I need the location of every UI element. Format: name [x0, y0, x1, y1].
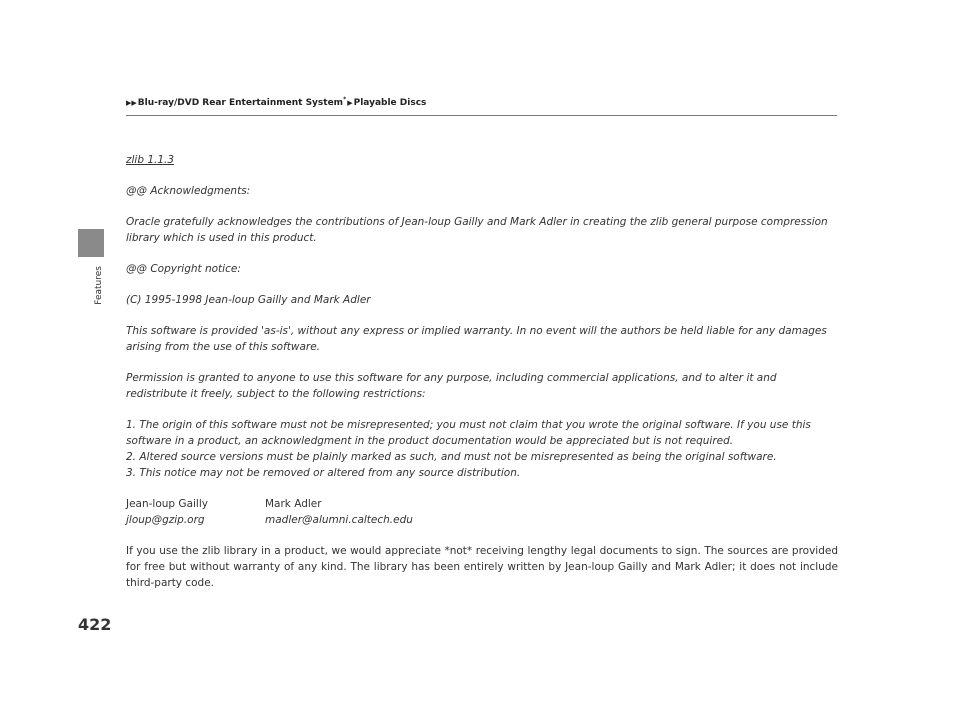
restriction-item: 2. Altered source versions must be plainly marked as such, and must not be misrepresented as being the original software.: [126, 451, 777, 463]
acknowledgments-text: Oracle gratefully acknowledges the contributions of Jean-loup Gailly and Mark Adler in creating the zlib general purpose compression library which is used in this product.: [126, 216, 828, 244]
author-name: Mark Adler: [265, 498, 322, 510]
restriction-item: 3. This notice may not be removed or altered from any source distribution.: [126, 467, 521, 479]
author-name: Jean-loup Gailly: [126, 498, 208, 510]
author-email: madler@alumni.caltech.edu: [265, 514, 413, 526]
restrictions-list: [126, 417, 838, 481]
author-email: jloup@gzip.org: [126, 514, 205, 526]
page-number: 422: [78, 615, 112, 634]
license-heading: zlib 1.1.3: [126, 154, 175, 166]
header-divider: [126, 115, 837, 116]
breadcrumb-page: Playable Discs: [353, 98, 427, 108]
breadcrumb-section: Blu-ray/DVD Rear Entertainment System: [137, 98, 344, 108]
license-text: [126, 152, 838, 606]
breadcrumb-asterisk: *: [343, 96, 347, 103]
breadcrumb: [126, 94, 426, 109]
section-tab-label: Features: [94, 266, 104, 305]
closing-text: If you use the zlib library in a product, we would appreciate *not* receiving lengthy legal documents to sign. The sources are provided for free but without warranty of any kind. The library has been entirely written by Jean-loup Gailly and Mark Adler; it does not include third-party code.: [126, 545, 838, 589]
author-contacts: [126, 496, 838, 528]
author-column: [126, 496, 265, 528]
copyright-line: (C) 1995-1998 Jean-loup Gailly and Mark Adler: [126, 294, 371, 306]
warranty-text: This software is provided 'as-is', without any express or implied warranty. In no event will the authors be held liable for any damages arising from the use of this software.: [126, 325, 827, 353]
author-column: [265, 496, 413, 528]
restriction-item: 1. The origin of this software must not be misrepresented; you must not claim that you wrote the original software. If you use this software in a product, an acknowledgment in the product documentation would be appreciated but is not required.: [126, 419, 811, 447]
triangle-right-icon: ▶▶: [126, 99, 137, 107]
permission-text: Permission is granted to anyone to use this software for any purpose, including commercial applications, and to alter it and redistribute it freely, subject to the following restrictions:: [126, 372, 777, 400]
section-tab-marker: [78, 229, 104, 257]
acknowledgments-label: @@ Acknowledgments:: [126, 185, 251, 197]
triangle-right-icon: ▶: [347, 99, 353, 107]
copyright-label: @@ Copyright notice:: [126, 263, 241, 275]
